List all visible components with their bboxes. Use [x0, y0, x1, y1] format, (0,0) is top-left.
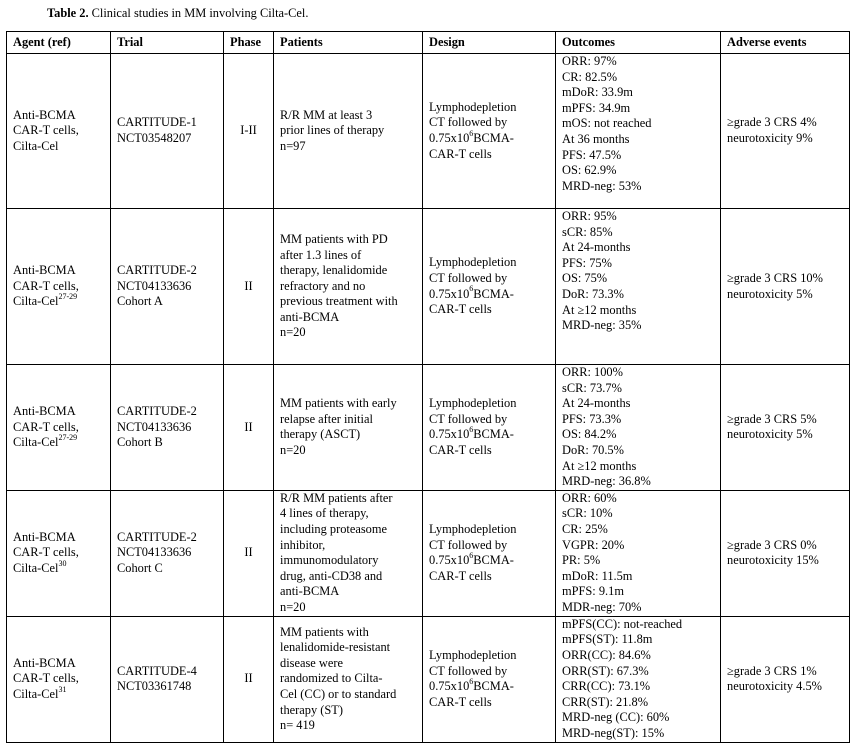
cell-patients — [274, 365, 423, 491]
outcome-line: mPFS: 9.1m — [562, 584, 624, 599]
patients-line: Cel (CC) or to standard — [280, 686, 397, 701]
header-outcomes: Outcomes — [556, 32, 721, 54]
table-row — [7, 616, 850, 742]
patients-line: anti-BCMA — [280, 584, 340, 599]
outcome-line: At ≥12 months — [562, 458, 637, 473]
agent-reference: 30 — [58, 558, 67, 568]
patients-line: after 1.3 lines of — [280, 247, 362, 262]
outcome-line: VGPR: 20% — [562, 537, 625, 552]
cell-phase: II — [224, 365, 274, 491]
outcome-line: At 24-months — [562, 240, 631, 255]
patients-line: prior lines of therapy — [280, 123, 385, 138]
adverse-line: ≥grade 3 CRS 0% — [727, 537, 817, 552]
outcome-line: ORR: 100% — [562, 365, 623, 379]
cell-agent — [7, 490, 111, 616]
agent-line: Cilta-Cel$^{27-29}$ — [13, 433, 78, 450]
agent-line: Cilta-Cel$^{31}$ — [13, 684, 67, 701]
caption-label: Table 2. — [47, 6, 89, 20]
cell-phase: II — [224, 209, 274, 365]
cell-outcomes — [556, 490, 721, 616]
adverse-line: neurotoxicity 5% — [727, 286, 813, 301]
design-line: Lymphodepletion — [429, 396, 517, 411]
trial-line: CARTITUDE-2 — [117, 529, 197, 544]
header-agent: Agent (ref) — [7, 32, 111, 54]
cell-outcomes — [556, 616, 721, 742]
cell-phase: II — [224, 490, 274, 616]
trial-line: CARTITUDE-1 — [117, 115, 197, 130]
agent-line: Anti-BCMA — [13, 107, 76, 122]
cell-patients — [274, 616, 423, 742]
adverse-line: neurotoxicity 5% — [727, 427, 813, 442]
cell-trial — [111, 490, 224, 616]
design-line: CAR-T cells — [429, 568, 492, 583]
outcome-line: MRD-neg: 53% — [562, 178, 642, 193]
outcome-line: CRR(ST): 21.8% — [562, 694, 649, 709]
outcome-line: sCR: 10% — [562, 506, 613, 521]
cell-agent — [7, 616, 111, 742]
patients-line: therapy (ST) — [280, 702, 343, 717]
header-design: Design — [423, 32, 556, 54]
cell-adverse-events — [721, 616, 850, 742]
patients-line: n=20 — [280, 442, 306, 457]
patients-line: refractory and no — [280, 278, 366, 293]
adverse-line: neurotoxicity 9% — [727, 131, 813, 145]
adverse-line: ≥grade 3 CRS 10% — [727, 270, 823, 285]
outcome-line: DoR: 73.3% — [562, 286, 624, 301]
design-dose-exponent: 6 — [469, 551, 474, 561]
cell-trial — [111, 54, 224, 209]
outcome-line: PFS: 73.3% — [562, 411, 622, 426]
design-line: CT followed by — [429, 663, 508, 678]
outcome-line: mPFS(CC): not-reached — [562, 616, 683, 631]
outcome-line: ORR: 97% — [562, 54, 617, 68]
patients-line: drug, anti-CD38 and — [280, 568, 383, 583]
outcome-line: OS: 75% — [562, 271, 608, 286]
clinical-studies-table — [6, 31, 850, 743]
patients-line: anti-BCMA — [280, 309, 340, 324]
outcome-line: MRD-neg(ST): 15% — [562, 725, 665, 740]
cell-patients — [274, 209, 423, 365]
outcome-line: MRD-neg (CC): 60% — [562, 710, 670, 725]
patients-line: 4 lines of therapy, — [280, 506, 369, 521]
cell-adverse-events — [721, 54, 850, 209]
patients-line: relapse after initial — [280, 411, 373, 426]
outcome-line: sCR: 73.7% — [562, 380, 622, 395]
design-line: CT followed by — [429, 270, 508, 285]
agent-line: CAR-T cells, — [13, 545, 79, 560]
design-line: CAR-T cells — [429, 694, 492, 709]
agent-reference: 27-29 — [58, 433, 78, 443]
design-line: CAR-T cells — [429, 442, 492, 457]
trial-line: NCT04133636 — [117, 419, 192, 434]
agent-line: Anti-BCMA — [13, 529, 76, 544]
cell-trial — [111, 209, 224, 365]
table-row — [7, 490, 850, 616]
design-product: BCMA- — [473, 553, 514, 568]
trial-line: Cohort A — [117, 294, 163, 309]
design-dose: 0.75x10 — [429, 553, 470, 568]
design-dose: 0.75x10 — [429, 427, 470, 442]
header-row — [7, 32, 850, 54]
trial-line: NCT03548207 — [117, 131, 192, 145]
cell-agent — [7, 365, 111, 491]
patients-line: MM patients with early — [280, 396, 397, 411]
outcome-line: mPFS(ST): 11.8m — [562, 632, 653, 647]
trial-line: Cohort B — [117, 435, 163, 450]
patients-line: n=20 — [280, 325, 306, 340]
trial-line: NCT04133636 — [117, 545, 192, 560]
agent-line: Anti-BCMA — [13, 263, 76, 278]
header-patients: Patients — [274, 32, 423, 54]
cell-outcomes — [556, 54, 721, 209]
header-trial: Trial — [111, 32, 224, 54]
patients-line: including proteasome — [280, 522, 388, 537]
adverse-line: ≥grade 3 CRS 4% — [727, 115, 817, 130]
table-row — [7, 54, 850, 209]
design-dose: 0.75x10 — [429, 679, 470, 694]
patients-line: immunomodulatory — [280, 553, 379, 568]
agent-reference: 31 — [58, 684, 67, 694]
table-row — [7, 365, 850, 491]
cell-trial — [111, 365, 224, 491]
outcome-line: ORR(CC): 84.6% — [562, 647, 651, 662]
design-dose-exponent: 6 — [469, 284, 474, 294]
design-line: CT followed by — [429, 115, 508, 130]
cell-adverse-events — [721, 365, 850, 491]
outcome-line: At 36 months — [562, 131, 630, 146]
design-line: CT followed by — [429, 537, 508, 552]
agent-line: CAR-T cells, — [13, 671, 79, 686]
outcome-line: CR: 25% — [562, 521, 608, 536]
trial-line: CARTITUDE-2 — [117, 263, 197, 278]
outcome-line: mPFS: 34.9m — [562, 100, 631, 115]
cell-agent — [7, 209, 111, 365]
design-dose-exponent: 6 — [469, 677, 474, 686]
cell-adverse-events — [721, 209, 850, 365]
outcome-line: ORR(ST): 67.3% — [562, 663, 649, 678]
design-line — [429, 284, 549, 303]
patients-line: R/R MM patients after — [280, 490, 393, 505]
outcome-line: ORR: 95% — [562, 209, 617, 223]
design-dose: 0.75x10 — [429, 286, 470, 301]
outcome-line: At 24-months — [562, 396, 631, 411]
patients-line: randomized to Cilta- — [280, 671, 383, 686]
cell-design — [423, 54, 556, 209]
header-adverse-events: Adverse events — [721, 32, 850, 54]
design-product: BCMA- — [473, 679, 514, 694]
design-line: Lymphodepletion — [429, 255, 517, 270]
agent-line: CAR-T cells, — [13, 123, 79, 138]
outcome-line: mOS: not reached — [562, 116, 652, 131]
design-line — [429, 679, 549, 695]
cell-outcomes — [556, 365, 721, 491]
outcome-line: mDoR: 11.5m — [562, 568, 633, 583]
outcome-line: OS: 62.9% — [562, 163, 617, 178]
outcome-line: CR: 82.5% — [562, 69, 618, 84]
outcome-line: PFS: 75% — [562, 255, 612, 270]
design-line: CT followed by — [429, 411, 508, 426]
outcome-line: CRR(CC): 73.1% — [562, 679, 651, 694]
patients-line: lenalidomide-resistant — [280, 640, 391, 655]
patients-line: previous treatment with — [280, 294, 398, 309]
table-caption — [47, 5, 308, 21]
patients-line: inhibitor, — [280, 537, 326, 552]
design-dose-exponent: 6 — [469, 128, 474, 138]
outcome-line: At ≥12 months — [562, 302, 637, 317]
agent-line: CAR-T cells, — [13, 278, 79, 293]
design-product: BCMA- — [473, 286, 514, 301]
adverse-line: neurotoxicity 15% — [727, 553, 819, 568]
caption-text: Clinical studies in MM involving Cilta-Cel. — [88, 6, 309, 20]
table-row — [7, 209, 850, 365]
cell-patients — [274, 490, 423, 616]
outcome-line: OS: 84.2% — [562, 427, 617, 442]
cell-design — [423, 209, 556, 365]
trial-line: Cohort C — [117, 561, 163, 576]
patients-line: disease were — [280, 655, 343, 670]
cell-design — [423, 616, 556, 742]
design-line: Lymphodepletion — [429, 647, 517, 662]
design-dose-exponent: 6 — [469, 425, 474, 435]
cell-agent — [7, 54, 111, 209]
trial-line: CARTITUDE-4 — [117, 663, 197, 678]
agent-line: Cilta-Cel — [13, 138, 59, 153]
cell-phase: I-II — [224, 54, 274, 209]
design-line: CAR-T cells — [429, 146, 492, 161]
design-line — [429, 427, 549, 443]
outcome-line: DoR: 70.5% — [562, 442, 624, 457]
outcome-line: PFS: 47.5% — [562, 147, 622, 162]
trial-line: NCT04133636 — [117, 278, 192, 293]
design-line — [429, 553, 549, 569]
cell-design — [423, 490, 556, 616]
agent-line: Cilta-Cel$^{27-29}$ — [13, 292, 78, 309]
agent-line: Cilta-Cel$^{30}$ — [13, 558, 67, 576]
patients-line: n= 419 — [280, 718, 315, 733]
agent-reference: 27-29 — [58, 292, 78, 302]
design-product: BCMA- — [473, 131, 514, 145]
adverse-line: ≥grade 3 CRS 5% — [727, 411, 817, 426]
patients-line: n=97 — [280, 138, 306, 153]
design-line: Lymphodepletion — [429, 522, 517, 537]
agent-line: CAR-T cells, — [13, 419, 79, 434]
design-product: BCMA- — [473, 427, 514, 442]
outcome-line: MDR-neg: 70% — [562, 599, 642, 614]
patients-line: therapy, lenalidomide — [280, 263, 388, 278]
patients-line: therapy (ASCT) — [280, 427, 361, 442]
trial-line: CARTITUDE-2 — [117, 403, 197, 418]
outcome-line: PR: 5% — [562, 553, 601, 568]
patients-line: MM patients with PD — [280, 231, 388, 246]
cell-patients — [274, 54, 423, 209]
cell-adverse-events — [721, 490, 850, 616]
cell-design — [423, 365, 556, 491]
outcome-line: sCR: 85% — [562, 224, 613, 239]
patients-line: n=20 — [280, 600, 306, 615]
outcome-line: ORR: 60% — [562, 490, 617, 505]
adverse-line: neurotoxicity 4.5% — [727, 679, 822, 694]
outcome-line: MRD-neg: 35% — [562, 318, 642, 333]
patients-line: MM patients with — [280, 624, 369, 639]
design-line: Lymphodepletion — [429, 99, 517, 114]
agent-line: Anti-BCMA — [13, 403, 76, 418]
header-phase: Phase — [224, 32, 274, 54]
patients-line: R/R MM at least 3 — [280, 107, 373, 122]
adverse-line: ≥grade 3 CRS 1% — [727, 663, 817, 678]
cell-trial — [111, 616, 224, 742]
agent-line: Anti-BCMA — [13, 655, 76, 670]
cell-phase: II — [224, 616, 274, 742]
design-dose: 0.75x10 — [429, 131, 470, 145]
cell-outcomes — [556, 209, 721, 365]
design-line: CAR-T cells — [429, 302, 492, 317]
outcome-line: mDoR: 33.9m — [562, 85, 633, 100]
design-line — [429, 128, 549, 147]
outcome-line: MRD-neg: 36.8% — [562, 474, 651, 489]
trial-line: NCT03361748 — [117, 679, 192, 694]
